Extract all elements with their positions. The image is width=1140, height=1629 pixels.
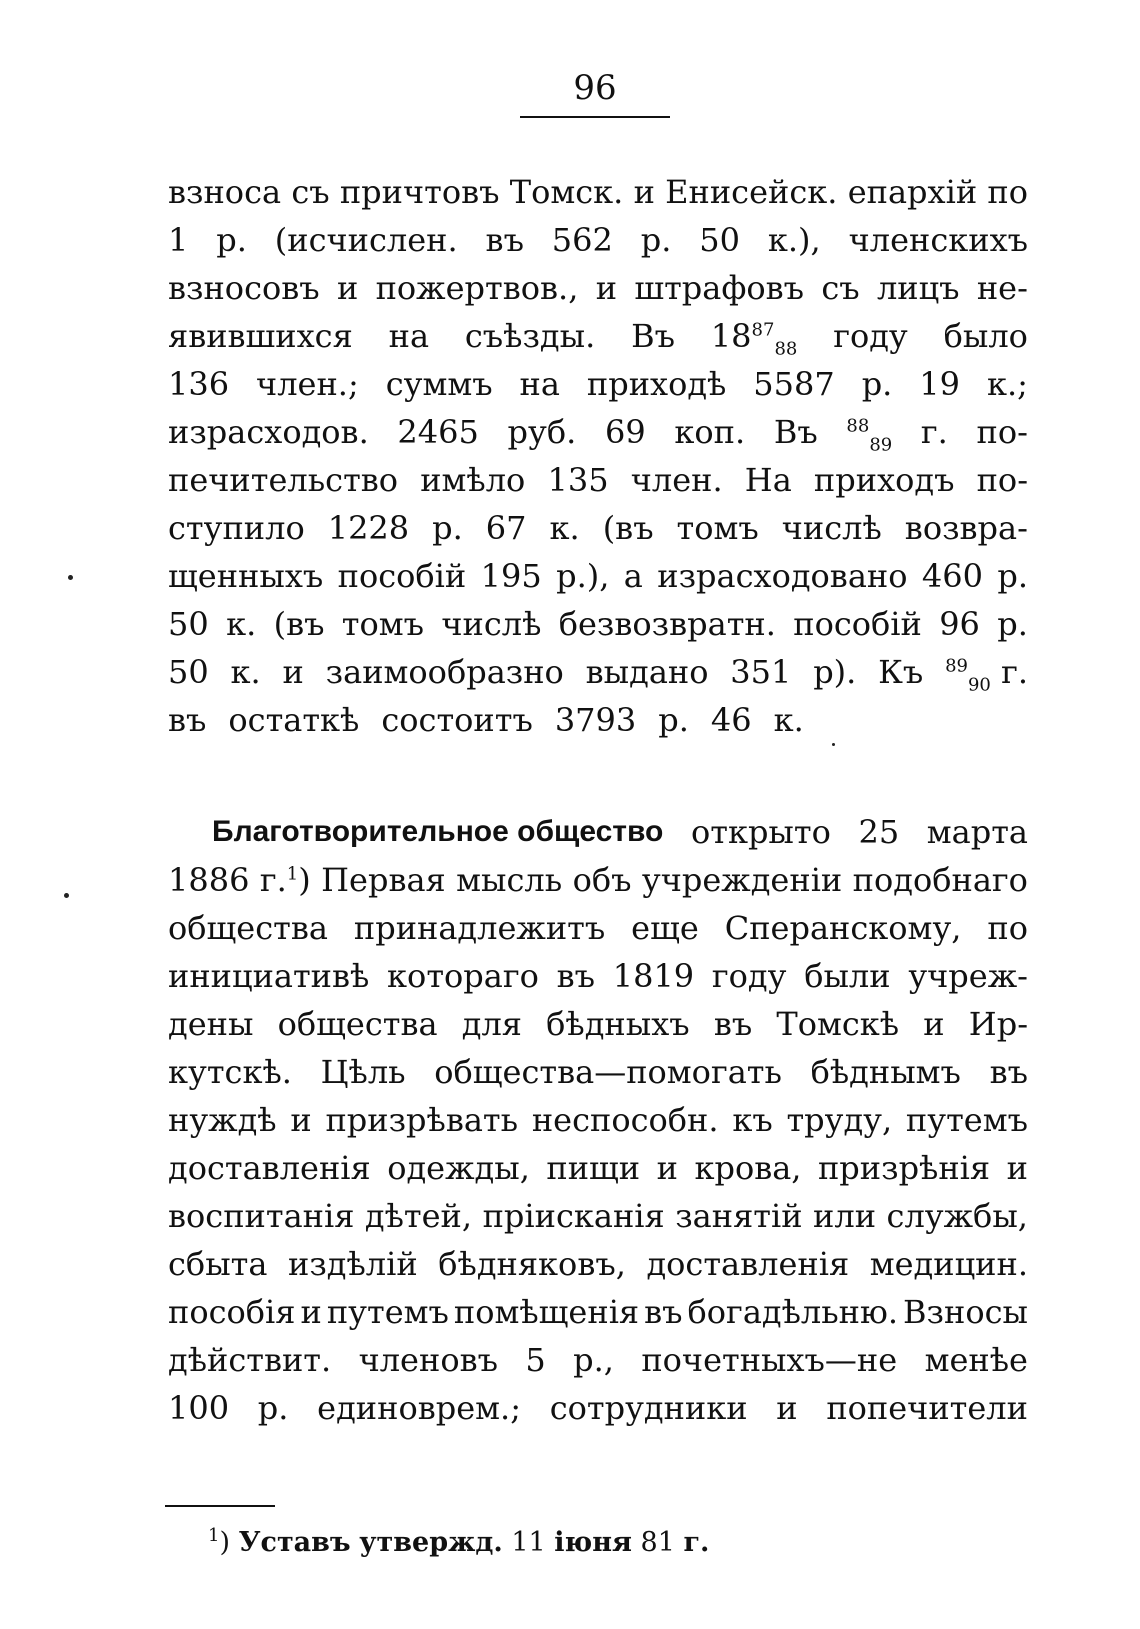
word: или bbox=[813, 1197, 877, 1235]
word: Сперанскому, bbox=[724, 909, 962, 947]
text-line bbox=[168, 600, 1028, 648]
word: пособій bbox=[793, 605, 922, 643]
word: р. bbox=[216, 221, 247, 259]
word: и bbox=[923, 1005, 945, 1043]
word: 2465 bbox=[397, 413, 479, 451]
word: штрафовъ bbox=[634, 269, 805, 307]
text-line bbox=[168, 1192, 1028, 1240]
word: котораго bbox=[387, 957, 539, 995]
word: крова, bbox=[694, 1149, 802, 1187]
word: въ bbox=[644, 1293, 683, 1331]
print-speck bbox=[64, 893, 69, 898]
page-number: 96 bbox=[573, 68, 617, 108]
word: и bbox=[336, 269, 359, 307]
word: дѣйствит. bbox=[168, 1341, 332, 1379]
word: 1886 bbox=[168, 861, 250, 899]
word: членовъ bbox=[358, 1341, 498, 1379]
word: и bbox=[1006, 1149, 1028, 1187]
word: пищи bbox=[546, 1149, 641, 1187]
word: Ир- bbox=[968, 1005, 1028, 1043]
word: іюня bbox=[554, 1527, 632, 1558]
section-heading: Благотворительное общество bbox=[212, 815, 664, 848]
text-line bbox=[168, 904, 1028, 952]
word: году bbox=[833, 317, 908, 355]
word: попечители bbox=[826, 1389, 1028, 1427]
word: общества—помогать bbox=[434, 1053, 782, 1091]
text-line bbox=[168, 456, 1028, 504]
word: израсходов. bbox=[168, 413, 369, 451]
superscript: 87 bbox=[751, 319, 775, 341]
word: г. bbox=[683, 1527, 710, 1558]
word: бѣдныхъ bbox=[546, 1005, 690, 1043]
word: член.; bbox=[256, 365, 359, 403]
word: выдано bbox=[585, 653, 709, 691]
word: На bbox=[744, 461, 792, 499]
word: явившихся bbox=[168, 317, 353, 355]
word: (въ bbox=[273, 605, 325, 643]
word: Въ bbox=[773, 413, 818, 451]
word: 50 bbox=[699, 221, 740, 259]
page-number-rule bbox=[520, 116, 670, 118]
word: остаткѣ bbox=[228, 701, 360, 739]
word: пособія bbox=[168, 1293, 296, 1331]
footnote-marker: 1 bbox=[286, 863, 299, 885]
word: Къ bbox=[878, 653, 924, 691]
text-line bbox=[168, 1048, 1028, 1096]
word: 11 bbox=[511, 1527, 546, 1558]
word: р. bbox=[861, 365, 893, 403]
text-line bbox=[168, 168, 1028, 216]
word: съ bbox=[291, 173, 330, 211]
word: 19 bbox=[919, 365, 961, 403]
word: Уставъ bbox=[238, 1527, 351, 1558]
text-line bbox=[168, 648, 1028, 696]
word: заимообразно bbox=[325, 653, 564, 691]
word: 562 bbox=[551, 221, 613, 259]
word: дены bbox=[168, 1005, 254, 1043]
word: принадлежитъ bbox=[353, 909, 606, 947]
word: 460 bbox=[921, 557, 983, 595]
word: (исчислен. bbox=[274, 221, 458, 259]
word: сотрудники bbox=[549, 1389, 748, 1427]
word: призрѣвать bbox=[325, 1101, 519, 1139]
word: и bbox=[290, 1101, 312, 1139]
word: 67 bbox=[485, 509, 527, 547]
word: нуждѣ bbox=[168, 1101, 277, 1139]
word: и bbox=[656, 1149, 678, 1187]
word: пособій bbox=[337, 557, 467, 595]
word: щенныхъ bbox=[168, 557, 324, 595]
text-line bbox=[168, 360, 1028, 408]
text-line bbox=[168, 264, 1028, 312]
word: приходъ bbox=[813, 461, 955, 499]
word: а bbox=[623, 557, 643, 595]
word: 50 bbox=[168, 653, 209, 691]
word: доставленія bbox=[646, 1245, 850, 1283]
word: богадѣльню. bbox=[687, 1293, 898, 1331]
print-speck bbox=[832, 743, 835, 746]
subscript: 90 bbox=[967, 674, 991, 696]
word: учреж- bbox=[908, 957, 1028, 995]
year-fraction bbox=[711, 312, 798, 360]
word: к.; bbox=[986, 365, 1028, 403]
text-line bbox=[168, 1336, 1028, 1384]
word: 351 bbox=[730, 653, 792, 691]
footnote bbox=[208, 1525, 709, 1561]
word: 100 bbox=[168, 1389, 230, 1427]
word: к. bbox=[230, 653, 261, 691]
footnote-rule bbox=[165, 1505, 275, 1507]
word: прiисканія bbox=[482, 1197, 665, 1235]
word: израсходовано bbox=[657, 557, 908, 595]
text-line bbox=[168, 408, 1028, 456]
word: р. bbox=[432, 509, 463, 547]
text-line bbox=[168, 1288, 1028, 1336]
word: Въ bbox=[631, 317, 675, 355]
word: по bbox=[987, 909, 1028, 947]
word: въ bbox=[989, 1053, 1028, 1091]
word: по- bbox=[976, 461, 1028, 499]
paragraph-1 bbox=[168, 168, 1028, 744]
word: утвержд. bbox=[359, 1527, 503, 1558]
word: 3793 bbox=[554, 701, 637, 739]
word: 1228 bbox=[327, 509, 410, 547]
text-line bbox=[168, 1240, 1028, 1288]
word: менѣе bbox=[924, 1341, 1028, 1379]
word: членскихъ bbox=[848, 221, 1028, 259]
word: на bbox=[519, 365, 560, 403]
word: руб. bbox=[507, 413, 577, 451]
word: томъ bbox=[341, 605, 424, 643]
word: 46 bbox=[710, 701, 752, 739]
subscript: 88 bbox=[774, 338, 798, 360]
word: томъ bbox=[676, 509, 759, 547]
word: и bbox=[300, 1293, 322, 1331]
word: году bbox=[711, 957, 787, 995]
word: 195 bbox=[480, 557, 542, 595]
word: приходѣ bbox=[586, 365, 727, 403]
word: инициативѣ bbox=[168, 957, 370, 995]
word: лицъ bbox=[876, 269, 960, 307]
word: въ bbox=[168, 701, 207, 739]
word: по- bbox=[976, 413, 1028, 451]
word: 5 bbox=[525, 1341, 546, 1379]
word: Томск. bbox=[509, 173, 624, 211]
word: службы, bbox=[886, 1197, 1028, 1235]
word: бѣднымъ bbox=[810, 1053, 961, 1091]
word: р. bbox=[658, 701, 689, 739]
word: въ bbox=[713, 1005, 753, 1043]
word: сбыта bbox=[168, 1245, 268, 1283]
word: г. bbox=[1001, 653, 1028, 691]
text-line bbox=[168, 808, 1028, 856]
text-line bbox=[168, 1096, 1028, 1144]
word: съѣзды. bbox=[464, 317, 596, 355]
text-line bbox=[168, 552, 1028, 600]
word: взносовъ bbox=[168, 269, 320, 307]
word: к. bbox=[773, 701, 804, 739]
word: 135 bbox=[547, 461, 609, 499]
word: бѣдняковъ, bbox=[438, 1245, 626, 1283]
word: воспитанія bbox=[168, 1197, 355, 1235]
word: взноса bbox=[168, 173, 282, 211]
word: к.), bbox=[767, 221, 821, 259]
word: были bbox=[804, 957, 891, 995]
word: числѣ bbox=[781, 509, 882, 547]
word: состоитъ bbox=[381, 701, 533, 739]
word: возвра- bbox=[904, 509, 1028, 547]
word: к. bbox=[226, 605, 257, 643]
word: 96 bbox=[939, 605, 980, 643]
word: 1 bbox=[168, 221, 189, 259]
word: р.), bbox=[556, 557, 610, 595]
word: дѣтей, bbox=[364, 1197, 473, 1235]
word: 5587 bbox=[753, 365, 835, 403]
word: одежды, bbox=[387, 1149, 530, 1187]
superscript: 88 bbox=[846, 415, 870, 437]
superscript: 89 bbox=[945, 655, 968, 677]
word: числѣ bbox=[441, 605, 542, 643]
word: неспособн. bbox=[531, 1101, 719, 1139]
word: г. bbox=[920, 413, 948, 451]
word: на bbox=[388, 317, 430, 355]
word: р. bbox=[997, 605, 1028, 643]
word: открыто bbox=[690, 813, 831, 851]
word: учрежденіи bbox=[641, 861, 843, 899]
word: р. bbox=[640, 221, 672, 259]
word: и bbox=[282, 653, 304, 691]
paragraph-2 bbox=[168, 808, 1028, 1432]
word: мысль bbox=[456, 861, 563, 899]
word: Цѣль bbox=[320, 1053, 406, 1091]
word: коп. bbox=[674, 413, 746, 451]
word: (въ bbox=[602, 509, 654, 547]
word: почетныхъ—не bbox=[641, 1341, 898, 1379]
word: ступило bbox=[168, 509, 305, 547]
word: печительство bbox=[168, 461, 399, 499]
footnote-paren: ) bbox=[219, 1527, 230, 1558]
word: 18 bbox=[710, 317, 752, 355]
text-line bbox=[168, 856, 1028, 904]
word: Первая bbox=[321, 861, 446, 899]
text-line bbox=[168, 1384, 1028, 1432]
word: Томскѣ bbox=[776, 1005, 900, 1043]
text-line bbox=[168, 312, 1028, 360]
word: общества bbox=[277, 1005, 438, 1043]
word: р). bbox=[813, 653, 857, 691]
word: общества bbox=[168, 909, 328, 947]
word: Енисейск. bbox=[665, 173, 838, 211]
word: 81 bbox=[640, 1527, 675, 1558]
word: призрѣнія bbox=[817, 1149, 991, 1187]
word: пожертвов., bbox=[375, 269, 579, 307]
word: член. bbox=[630, 461, 723, 499]
word: для bbox=[461, 1005, 522, 1043]
word: помѣщенія bbox=[453, 1293, 640, 1331]
footnote-marker: 1 bbox=[208, 1525, 220, 1546]
word: марта bbox=[926, 813, 1028, 851]
word: 50 bbox=[168, 605, 209, 643]
word: р. bbox=[257, 1389, 289, 1427]
word: въ bbox=[556, 957, 595, 995]
print-speck bbox=[68, 575, 73, 580]
word: не- bbox=[976, 269, 1028, 307]
word: труду, bbox=[786, 1101, 893, 1139]
word: и bbox=[633, 173, 655, 211]
word: 136 bbox=[168, 365, 230, 403]
text-line bbox=[168, 952, 1028, 1000]
word: путемъ bbox=[326, 1293, 449, 1331]
word: ) bbox=[298, 861, 311, 899]
word: 1819 bbox=[612, 957, 695, 995]
word: съ bbox=[821, 269, 860, 307]
word: 25 bbox=[858, 813, 900, 851]
word: епархій bbox=[847, 173, 978, 211]
word: суммъ bbox=[385, 365, 493, 403]
word: к. bbox=[549, 509, 580, 547]
word: къ bbox=[732, 1101, 773, 1139]
text-line bbox=[168, 1000, 1028, 1048]
footnote-ref bbox=[260, 856, 311, 904]
year-fraction bbox=[945, 648, 1028, 696]
word: было bbox=[943, 317, 1028, 355]
word: въ bbox=[485, 221, 524, 259]
word: и bbox=[776, 1389, 798, 1427]
text-line bbox=[168, 216, 1028, 264]
word: путемъ bbox=[905, 1101, 1028, 1139]
subscript: 89 bbox=[869, 434, 893, 456]
word: кутскѣ. bbox=[168, 1053, 292, 1091]
text-line bbox=[168, 504, 1028, 552]
word: единоврем.; bbox=[317, 1389, 521, 1427]
word: еще bbox=[631, 909, 699, 947]
word: причтовъ bbox=[339, 173, 500, 211]
word: г. bbox=[259, 861, 287, 899]
word: подобнаго bbox=[852, 861, 1028, 899]
word: медицин. bbox=[869, 1245, 1028, 1283]
year-fraction bbox=[846, 408, 892, 456]
word: по bbox=[987, 173, 1028, 211]
word: доставленія bbox=[168, 1149, 371, 1187]
word: Взносы bbox=[903, 1293, 1028, 1331]
word: издѣлій bbox=[288, 1245, 418, 1283]
text-line bbox=[168, 696, 1028, 744]
text-line bbox=[168, 1144, 1028, 1192]
word: имѣло bbox=[420, 461, 526, 499]
word: занятій bbox=[675, 1197, 803, 1235]
word: объ bbox=[572, 861, 632, 899]
word: 69 bbox=[604, 413, 646, 451]
word: р., bbox=[573, 1341, 614, 1379]
word: и bbox=[595, 269, 618, 307]
word: безвозвратн. bbox=[558, 605, 776, 643]
word: р. bbox=[997, 557, 1028, 595]
